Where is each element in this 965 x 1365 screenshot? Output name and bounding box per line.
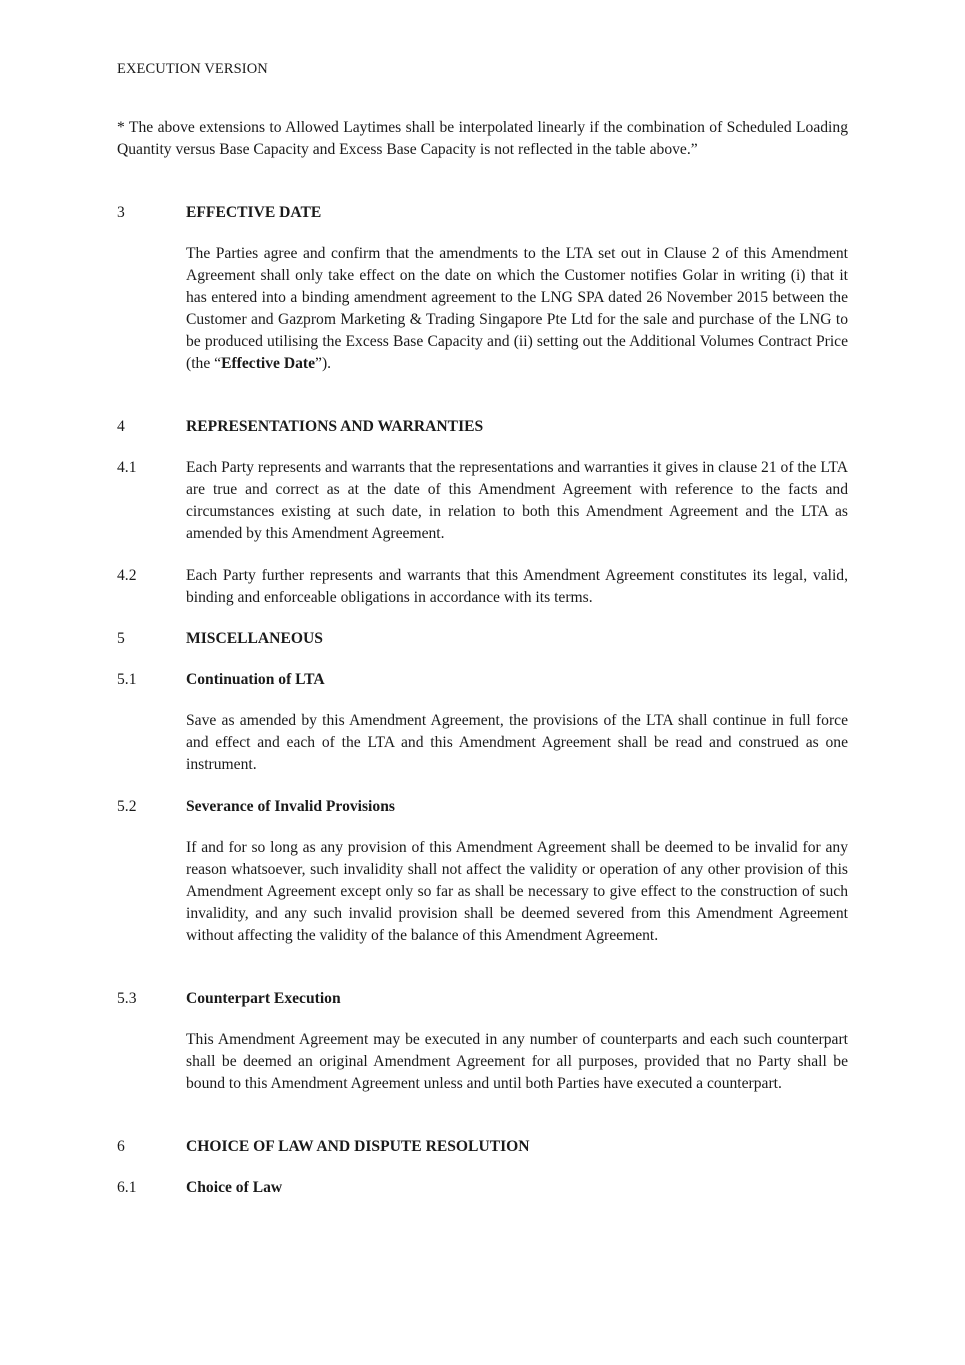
section-6-title: CHOICE OF LAW AND DISPUTE RESOLUTION [186, 1138, 530, 1155]
clause-4-2-number: 4.2 [117, 567, 137, 584]
clause-4-2-text: Each Party further represents and warrants that this Amendment Agreement constitutes its legal, valid, binding and enforceable obligations in accordance with its terms. [186, 567, 848, 606]
clause-4-1-number: 4.1 [117, 459, 137, 476]
clause-4-1-text: Each Party represents and warrants that the representations and warranties it gives in clause 21 of the LTA are true and correct as at the date of this Amendment Agreement with reference to the facts and circumstances existing at such date, in relation to both this Amendment Agreement and the LTA as amended by this Amendment Agreement. [186, 459, 848, 542]
section-4-number: 4 [117, 418, 125, 435]
section-3-body-end: ”). [315, 355, 332, 372]
clause-6-1-title: Choice of Law [186, 1179, 283, 1196]
section-3-body-start: The Parties agree and confirm that the amendments to the LTA set out in Clause 2 of this Amendment Agreement shall only take effect on the date on which the Customer notifies Golar in writing (i) that it has entered into a binding amendment agreement to the LNG SPA dated 26 November 2015 between the Customer and Gazprom Marketing & Trading Singapore Pte Ltd for the sale and purchase of the LNG to be produced utilising the Excess Base Capacity and (ii) setting out the Additional Volumes Contract Price (the “ [186, 245, 848, 372]
clause-5-3-number: 5.3 [117, 990, 137, 1007]
execution-version-header: EXECUTION VERSION [117, 61, 268, 77]
clause-6-1-number: 6.1 [117, 1179, 137, 1196]
effective-date-term: Effective Date [221, 355, 316, 372]
section-5-number: 5 [117, 630, 125, 647]
section-3-body [186, 243, 848, 375]
section-5-title: MISCELLANEOUS [186, 630, 323, 647]
clause-5-2-number: 5.2 [117, 798, 137, 815]
clause-5-2-title: Severance of Invalid Provisions [186, 798, 395, 815]
section-4-title: REPRESENTATIONS AND WARRANTIES [186, 418, 484, 435]
clause-5-1-number: 5.1 [117, 671, 137, 688]
intro-paragraph: * The above extensions to Allowed Laytimes shall be interpolated linearly if the combination of Scheduled Loading Quantity versus Base Capacity and Excess Base Capacity is not reflected in the table above.” [117, 119, 848, 158]
section-3-title: EFFECTIVE DATE [186, 204, 322, 221]
clause-5-1-text: Save as amended by this Amendment Agreement, the provisions of the LTA shall continue in full force and effect and each of the LTA and this Amendment Agreement shall be read and construed as one instrument. [186, 712, 848, 773]
clause-5-3-text: This Amendment Agreement may be executed in any number of counterparts and each such counterpart shall be deemed an original Amendment Agreement for all purposes, provided that no Party shall be bound to this Amendment Agreement unless and until both Parties have executed a counterpart. [186, 1031, 848, 1092]
clause-5-2-text: If and for so long as any provision of this Amendment Agreement shall be deemed to be invalid for any reason whatsoever, such invalidity shall not affect the validity or operation of any other provision of this Amendment Agreement except only so far as shall be necessary to give effect to the construction of such invalidity, and any such invalid provision shall be deemed severed from this Amendment Agreement without affecting the validity of the balance of this Amendment Agreement. [186, 839, 848, 944]
section-6-number: 6 [117, 1138, 125, 1155]
clause-5-3-title: Counterpart Execution [186, 990, 341, 1007]
clause-5-1-title: Continuation of LTA [186, 671, 325, 688]
section-3-number: 3 [117, 204, 125, 221]
